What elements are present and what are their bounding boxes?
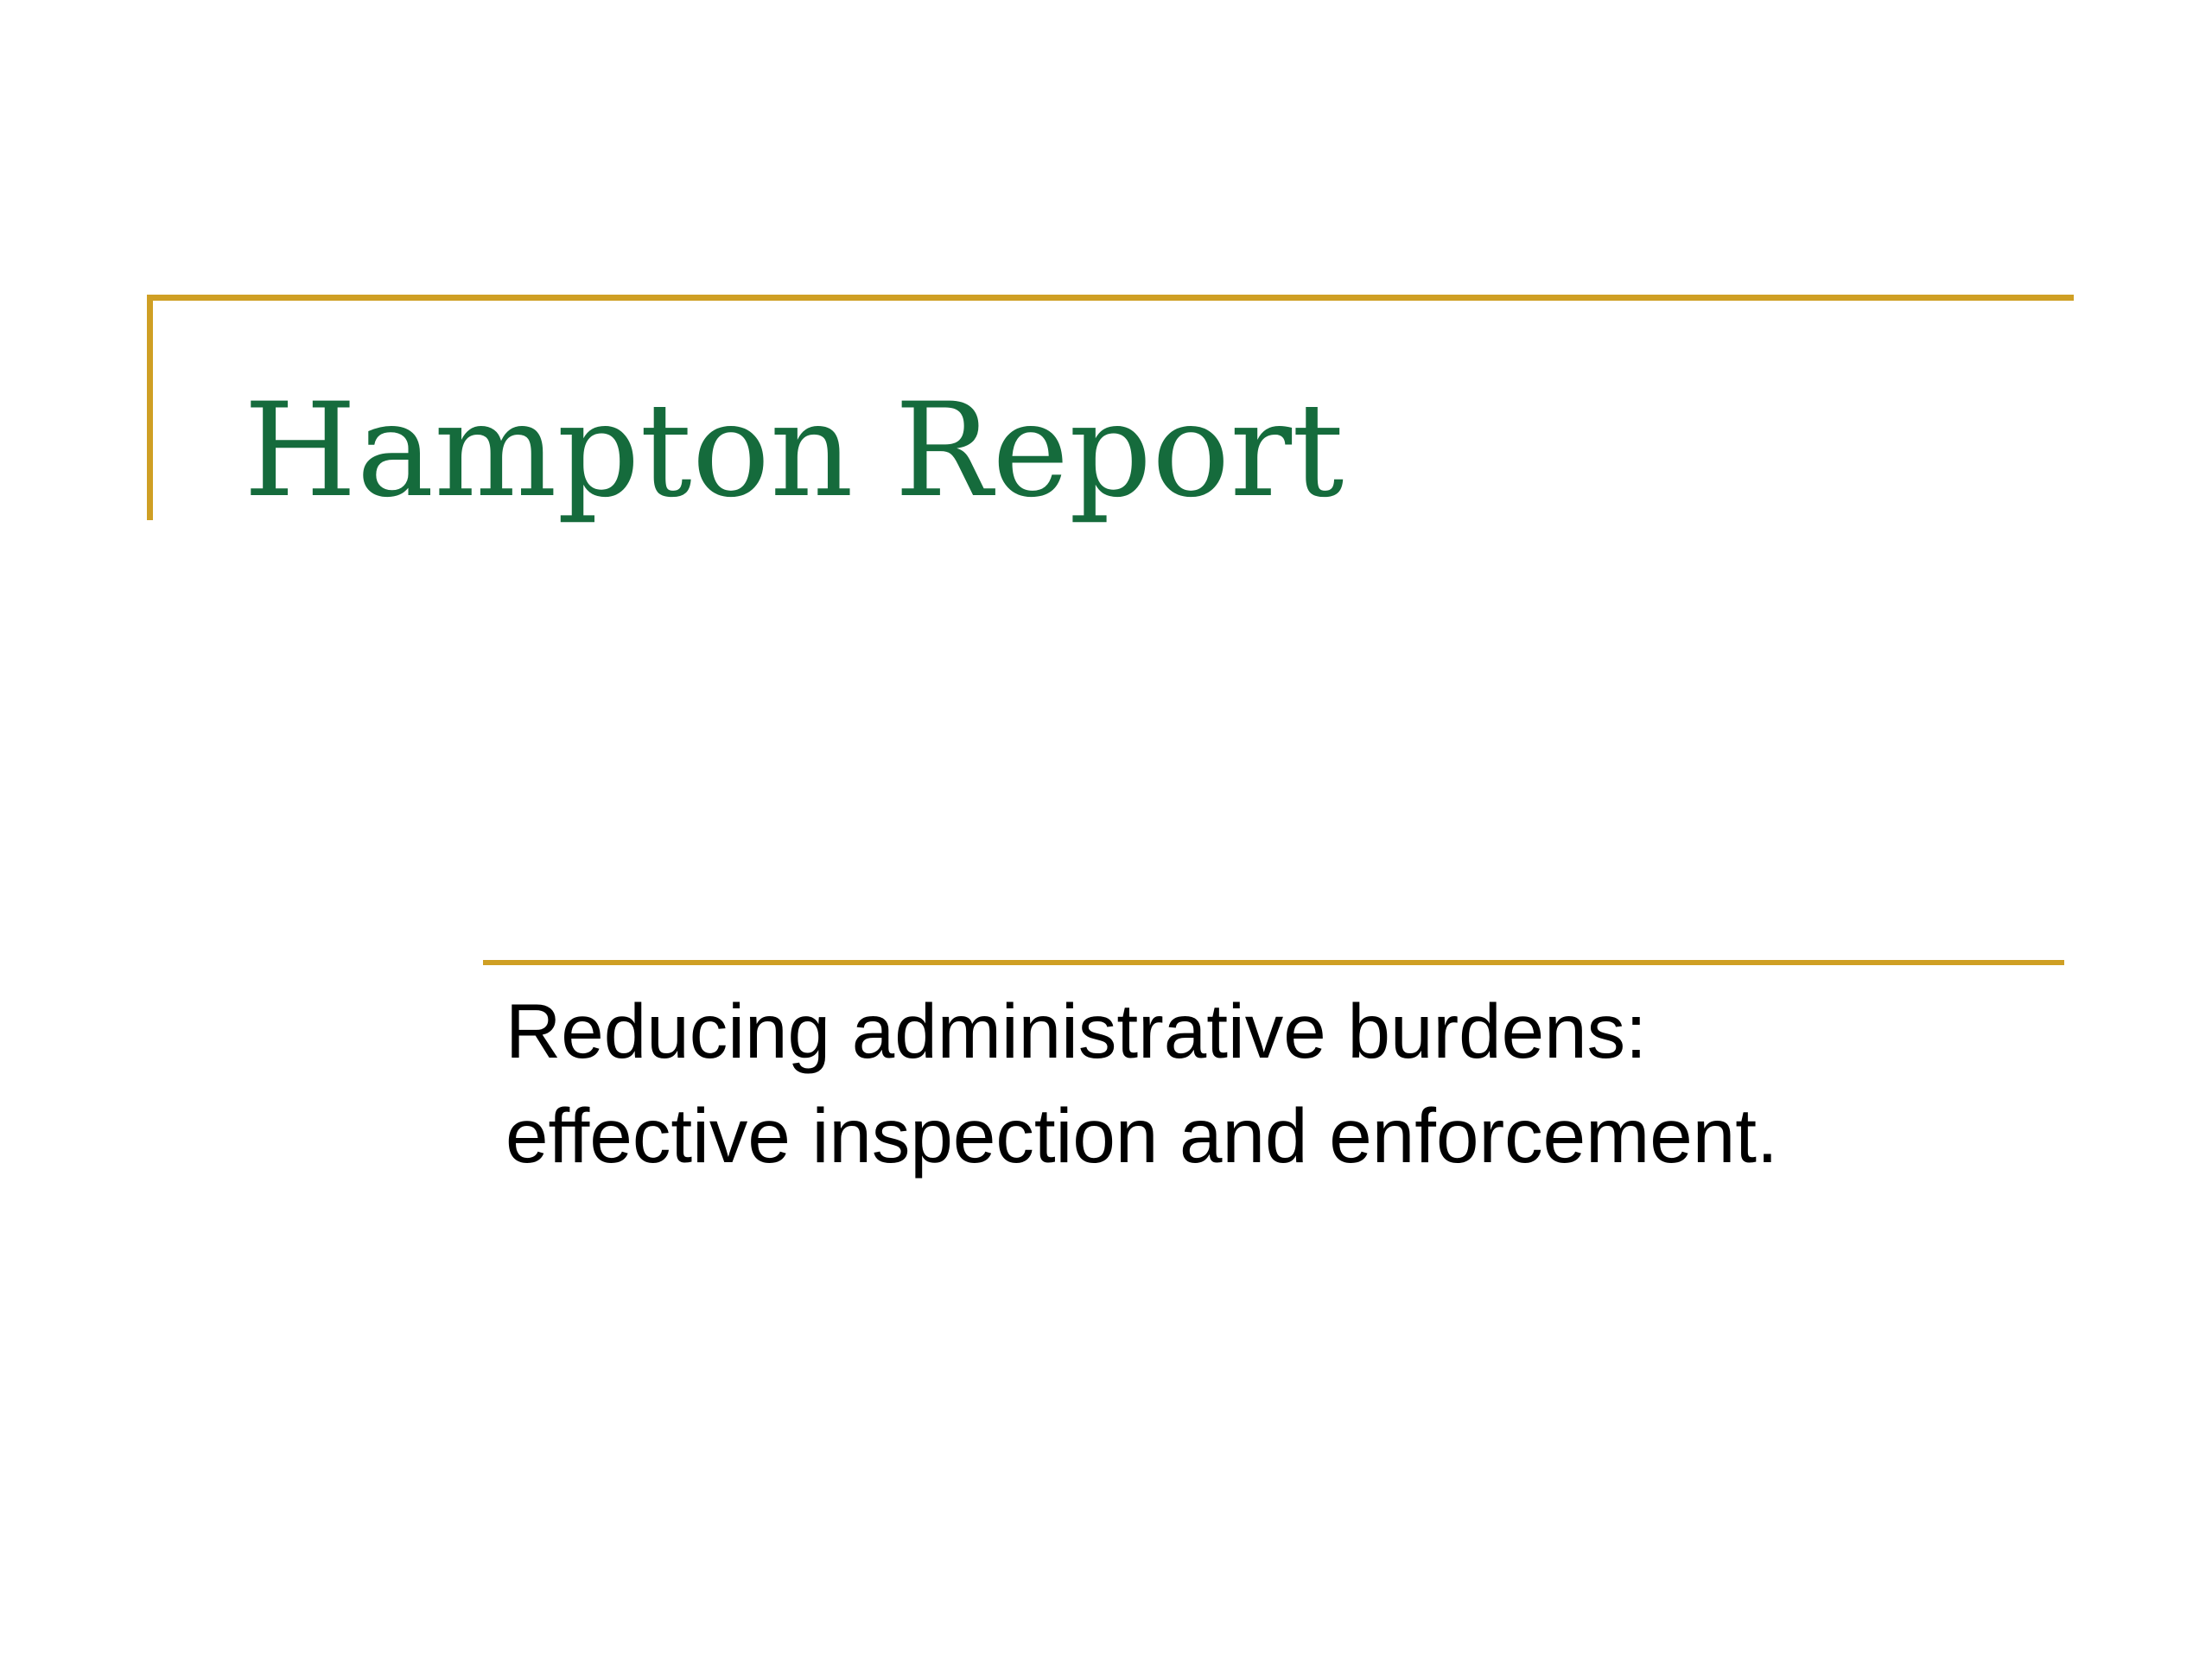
title-frame-left-rule	[147, 295, 153, 520]
title-frame-top-rule	[147, 295, 2074, 301]
slide-subtitle	[505, 979, 2147, 1188]
subtitle-divider-rule	[483, 960, 2064, 965]
slide-title: Hampton Report	[244, 376, 1344, 526]
subtitle-line-2: effective inspection and enforcement.	[505, 1092, 1778, 1179]
subtitle-line-1: Reducing administrative burdens:	[505, 988, 1647, 1074]
